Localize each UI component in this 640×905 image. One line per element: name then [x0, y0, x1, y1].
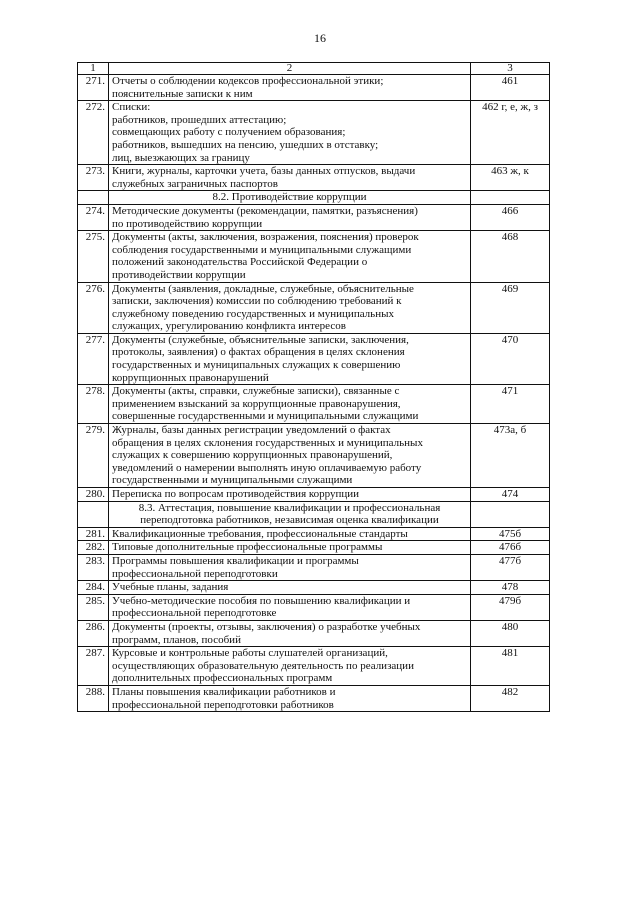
- article-code: 469: [471, 282, 550, 333]
- document-title-line: Учебные планы, задания: [112, 581, 229, 594]
- document-title-line: соблюдения государственными и муниципальными служащими: [112, 243, 412, 256]
- table-header-row: [78, 63, 550, 75]
- row-number: 274.: [78, 204, 109, 230]
- article-code: 479б: [471, 594, 550, 620]
- row-number: 286.: [78, 620, 109, 646]
- document-title-line: Планы повышения квалификации работников и: [112, 685, 336, 698]
- article-code: 461: [471, 75, 550, 101]
- article-code: 471: [471, 385, 550, 424]
- header-col-code: 3: [471, 63, 550, 75]
- document-title-line: профессиональной переподготовки: [112, 567, 278, 580]
- article-code: 474: [471, 488, 550, 502]
- row-number: 275.: [78, 231, 109, 282]
- section-code-cell: [471, 191, 550, 205]
- article-code: 478: [471, 581, 550, 595]
- document-title-line: Отчеты о соблюдении кодексов профессиональной этики;: [112, 75, 384, 87]
- table-row: [78, 75, 550, 101]
- table-row: [78, 231, 550, 282]
- section-title-line: 8.2. Противодействие коррупции: [212, 191, 367, 204]
- article-code: 476б: [471, 541, 550, 555]
- document-title-line: Документы (проекты, отзывы, заключения) о разработке учебных: [112, 620, 421, 633]
- document-title-line: Документы (акты, справки, служебные записки), связанные с: [112, 385, 400, 398]
- document-title-line: служебному поведению государственных и муниципальных: [112, 307, 394, 320]
- table-row: [78, 594, 550, 620]
- document-title: [109, 620, 471, 646]
- table-row: [78, 204, 550, 230]
- document-title-line: по противодействию коррупции: [112, 217, 263, 230]
- document-title-line: служащих, урегулированию конфликта интересов: [112, 320, 346, 333]
- table-row: [78, 541, 550, 555]
- document-title-line: работников, прошедших аттестацию;: [112, 113, 287, 126]
- document-title: [109, 527, 471, 541]
- row-number: 288.: [78, 685, 109, 711]
- document-title-line: Журналы, базы данных регистрации уведомлений о фактах: [112, 424, 391, 437]
- section-number-cell: [78, 191, 109, 205]
- document-title-line: профессиональной переподготовки работников: [112, 698, 334, 711]
- document-title-line: совмещающих работу с получением образования;: [112, 126, 346, 139]
- article-code: 477б: [471, 554, 550, 580]
- document-title-line: программ, планов, пособий: [112, 633, 241, 646]
- article-code: 481: [471, 647, 550, 686]
- document-title: [109, 594, 471, 620]
- document-title-line: государственных и муниципальных служащих к совершению: [112, 359, 401, 372]
- row-number: 276.: [78, 282, 109, 333]
- article-code: 463 ж, к: [471, 165, 550, 191]
- section-title: [109, 501, 471, 527]
- document-title-line: Методические документы (рекомендации, памятки, разъяснения): [112, 204, 418, 217]
- document-title: [109, 385, 471, 424]
- row-number: 278.: [78, 385, 109, 424]
- document-title-line: Программы повышения квалификации и программы: [112, 554, 359, 567]
- document-title: [109, 333, 471, 384]
- article-code: 470: [471, 333, 550, 384]
- row-number: 277.: [78, 333, 109, 384]
- document-title-line: Документы (акты, заключения, возражения, пояснения) проверок: [112, 231, 419, 244]
- document-title: [109, 554, 471, 580]
- row-number: 287.: [78, 647, 109, 686]
- document-title-line: Документы (служебные, объяснительные записки, заключения,: [112, 333, 409, 346]
- header-col-name: 2: [109, 63, 471, 75]
- document-title: [109, 541, 471, 555]
- document-title: [109, 424, 471, 488]
- document-title-line: пояснительные записки к ним: [112, 87, 253, 100]
- page-number: 16: [314, 31, 326, 45]
- document-title-line: служебных заграничных паспортов: [112, 177, 278, 190]
- document-title: [109, 685, 471, 711]
- document-title: [109, 75, 471, 101]
- section-heading-row: [78, 191, 550, 205]
- document-title-line: протоколы, заявления) о фактах обращения в целях склонения: [112, 346, 405, 359]
- table-row: [78, 581, 550, 595]
- document-title-line: осуществляющих образовательную деятельность по реализации: [112, 659, 414, 672]
- document-title: [109, 231, 471, 282]
- section-title-line: переподготовка работников, независимая оценка квалификации: [140, 514, 439, 527]
- row-number: 280.: [78, 488, 109, 502]
- table-row: [78, 385, 550, 424]
- article-code: 482: [471, 685, 550, 711]
- row-number: 271.: [78, 75, 109, 101]
- row-number: 285.: [78, 594, 109, 620]
- document-title: [109, 101, 471, 165]
- table-row: [78, 165, 550, 191]
- document-title-line: Курсовые и контрольные работы слушателей организаций,: [112, 647, 388, 660]
- table-row: [78, 685, 550, 711]
- row-number: 283.: [78, 554, 109, 580]
- section-title: [109, 191, 471, 205]
- section-code-cell: [471, 501, 550, 527]
- article-code: 473а, б: [471, 424, 550, 488]
- table-row: [78, 527, 550, 541]
- document-title-line: Квалификационные требования, профессиональные стандарты: [112, 527, 408, 540]
- section-heading-row: [78, 501, 550, 527]
- row-number: 284.: [78, 581, 109, 595]
- document-title: [109, 581, 471, 595]
- document-title-line: Книги, журналы, карточки учета, базы данных отпусков, выдачи: [112, 165, 416, 178]
- document-title: [109, 204, 471, 230]
- table-row: [78, 424, 550, 488]
- row-number: 273.: [78, 165, 109, 191]
- document-title-line: лиц, выезжающих за границу: [112, 151, 250, 164]
- table-row: [78, 554, 550, 580]
- row-number: 282.: [78, 541, 109, 555]
- article-code: 475б: [471, 527, 550, 541]
- document-title-line: противодействии коррупции: [112, 268, 246, 281]
- row-number: 281.: [78, 527, 109, 541]
- table-row: [78, 647, 550, 686]
- table-row: [78, 282, 550, 333]
- document-title-line: дополнительных профессиональных программ: [112, 672, 333, 685]
- table-row: [78, 620, 550, 646]
- document-title-line: применением взысканий за коррупционные правонарушения,: [112, 397, 401, 410]
- row-number: 272.: [78, 101, 109, 165]
- table-row: [78, 333, 550, 384]
- document-title-line: записки, заключения) комиссии по соблюдению требований к: [112, 295, 402, 308]
- document-title-line: профессиональной переподготовке: [112, 607, 277, 620]
- document-title-line: обращения в целях склонения государственных и муниципальных: [112, 436, 423, 449]
- document-title-line: работников, вышедших на пенсию, ушедших в отставку;: [112, 138, 379, 151]
- document-title-line: положений законодательства Российской Федерации о: [112, 256, 368, 269]
- document-title-line: Учебно-методические пособия по повышению квалификации и: [112, 594, 411, 607]
- article-code: 462 г, е, ж, з: [471, 101, 550, 165]
- document-title: [109, 647, 471, 686]
- article-code: 466: [471, 204, 550, 230]
- section-title-line: 8.3. Аттестация, повышение квалификации и профессиональная: [138, 501, 441, 514]
- article-code: 480: [471, 620, 550, 646]
- retention-table: [77, 62, 550, 712]
- document-title-line: Списки:: [112, 101, 151, 114]
- document-title-line: совершенные государственными и муниципальными служащими: [112, 410, 419, 423]
- header-col-number: 1: [78, 63, 109, 75]
- table-row: [78, 488, 550, 502]
- section-number-cell: [78, 501, 109, 527]
- article-code: 468: [471, 231, 550, 282]
- document-title-line: уведомлений о намерении выполнять иную оплачиваемую работу: [112, 461, 422, 474]
- document-title: [109, 165, 471, 191]
- document-title-line: Типовые дополнительные профессиональные программы: [112, 541, 383, 554]
- row-number: 279.: [78, 424, 109, 488]
- document-title-line: коррупционных правонарушений: [112, 371, 269, 384]
- document-title-line: служащих к совершению коррупционных правонарушений,: [112, 449, 393, 462]
- document-title-line: Переписка по вопросам противодействия коррупции: [112, 488, 360, 500]
- document-title: [109, 282, 471, 333]
- table-row: [78, 101, 550, 165]
- document-title-line: государственными и муниципальными служащими: [112, 474, 353, 487]
- document-title: [109, 488, 471, 502]
- document-title-line: Документы (заявления, докладные, служебные, объяснительные: [112, 282, 414, 295]
